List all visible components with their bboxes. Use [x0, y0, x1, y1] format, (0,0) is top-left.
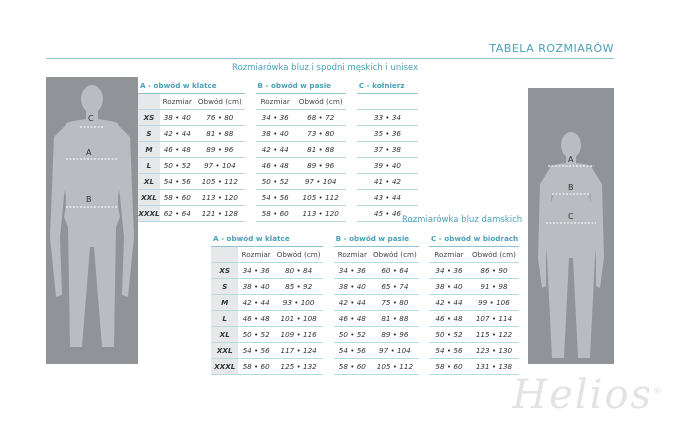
- womens-col-obwod-a: Obwód (cm): [274, 247, 324, 263]
- chest-circumference: 89 • 96: [195, 142, 246, 158]
- waist-circumference: 73 • 80: [295, 126, 347, 142]
- size-label: M: [138, 142, 160, 158]
- hip-size: 58 • 60: [429, 359, 469, 375]
- size-label: S: [138, 126, 160, 142]
- table-row: [211, 295, 519, 311]
- size-label: XL: [138, 174, 160, 190]
- chest-size: 62 • 64: [160, 206, 195, 222]
- chest-size: 50 • 52: [160, 158, 195, 174]
- waist-size: 50 • 52: [256, 174, 295, 190]
- chest-circumference: 105 • 112: [195, 174, 246, 190]
- hip-circumference: 115 • 122: [469, 327, 519, 343]
- womens-group-b: B - obwód w pasie: [334, 231, 419, 247]
- hip-size: 34 • 36: [429, 263, 469, 279]
- hip-circumference: 107 • 114: [469, 311, 519, 327]
- size-label: L: [211, 311, 238, 327]
- waist-circumference: 97 • 104: [295, 174, 347, 190]
- hip-size: 38 • 40: [429, 279, 469, 295]
- waist-circumference: 105 • 112: [371, 359, 419, 375]
- table-row: [211, 279, 519, 295]
- table-row: [138, 206, 418, 222]
- waist-circumference: 105 • 112: [295, 190, 347, 206]
- chest-size: 42 • 44: [238, 295, 273, 311]
- chest-circumference: 113 • 120: [195, 190, 246, 206]
- waist-circumference: 89 • 96: [371, 327, 419, 343]
- size-label: L: [138, 158, 160, 174]
- waist-size: 38 • 40: [334, 279, 371, 295]
- waist-circumference: 89 • 96: [295, 158, 347, 174]
- size-label: XS: [211, 263, 238, 279]
- hip-size: 42 • 44: [429, 295, 469, 311]
- collar-size: 35 • 36: [357, 126, 418, 142]
- collar-size: 41 • 42: [357, 174, 418, 190]
- waist-circumference: 65 • 74: [371, 279, 419, 295]
- collar-size: 45 • 46: [357, 206, 418, 222]
- size-label: XXL: [138, 190, 160, 206]
- chest-size: 34 • 36: [238, 263, 273, 279]
- womens-size-table: [211, 231, 519, 375]
- chest-size: 38 • 40: [160, 110, 195, 126]
- size-label: XL: [211, 327, 238, 343]
- table-row: [138, 190, 418, 206]
- hip-circumference: 99 • 106: [469, 295, 519, 311]
- hip-size: 54 • 56: [429, 343, 469, 359]
- table-row: [211, 343, 519, 359]
- waist-circumference: 68 • 72: [295, 110, 347, 126]
- chest-circumference: 101 • 108: [274, 311, 324, 327]
- mens-group-b: B - obwód w pasie: [256, 78, 347, 94]
- collar-size: 43 • 44: [357, 190, 418, 206]
- collar-size: 33 • 34: [357, 110, 418, 126]
- male-figure-panel: [46, 77, 138, 364]
- label-a-male: A: [86, 148, 92, 157]
- size-label: XS: [138, 110, 160, 126]
- waist-size: 34 • 36: [256, 110, 295, 126]
- hip-circumference: 131 • 138: [469, 359, 519, 375]
- waist-circumference: 113 • 120: [295, 206, 347, 222]
- chest-size: 38 • 40: [238, 279, 273, 295]
- table-row: [138, 158, 418, 174]
- chest-size: 58 • 60: [160, 190, 195, 206]
- mens-size-table: [138, 78, 418, 222]
- chest-circumference: 80 • 84: [274, 263, 324, 279]
- waist-circumference: 97 • 104: [371, 343, 419, 359]
- hip-size: 46 • 48: [429, 311, 469, 327]
- mens-col-rozmiar-b: Rozmiar: [256, 94, 295, 110]
- table-row: [211, 359, 519, 375]
- label-b-male: B: [86, 195, 92, 204]
- mens-group-c: C - kołnierz: [357, 78, 418, 94]
- waist-size: 54 • 56: [256, 190, 295, 206]
- table-row: [211, 263, 519, 279]
- waist-size: 50 • 52: [334, 327, 371, 343]
- chest-size: 42 • 44: [160, 126, 195, 142]
- female-figure-panel: [528, 88, 614, 364]
- size-label: XXXL: [211, 359, 238, 375]
- female-figure: [528, 88, 614, 364]
- waist-size: 34 • 36: [334, 263, 371, 279]
- table-row: [138, 110, 418, 126]
- collar-size: 39 • 40: [357, 158, 418, 174]
- table-row: [138, 142, 418, 158]
- waist-size: 42 • 44: [334, 295, 371, 311]
- mens-col-obwod-a: Obwód (cm): [195, 94, 246, 110]
- male-figure: [46, 77, 138, 364]
- table-row: [211, 311, 519, 327]
- waist-size: 42 • 44: [256, 142, 295, 158]
- logo-text: Helios: [512, 372, 653, 418]
- mens-group-a: A - obwód w klatce: [138, 78, 245, 94]
- waist-circumference: 75 • 80: [371, 295, 419, 311]
- size-label: S: [211, 279, 238, 295]
- hip-size: 50 • 52: [429, 327, 469, 343]
- chest-circumference: 109 • 116: [274, 327, 324, 343]
- hip-circumference: 91 • 98: [469, 279, 519, 295]
- waist-size: 54 • 56: [334, 343, 371, 359]
- chest-circumference: 117 • 124: [274, 343, 324, 359]
- womens-group-a: A - obwód w klatce: [211, 231, 323, 247]
- waist-size: 46 • 48: [256, 158, 295, 174]
- womens-col-obwod-c: Obwód (cm): [469, 247, 519, 263]
- womens-col-rozmiar-b: Rozmiar: [334, 247, 371, 263]
- waist-size: 58 • 60: [256, 206, 295, 222]
- table-row: [138, 126, 418, 142]
- size-label: M: [211, 295, 238, 311]
- hip-circumference: 123 • 130: [469, 343, 519, 359]
- waist-size: 46 • 48: [334, 311, 371, 327]
- helios-logo: Helios®: [512, 372, 664, 418]
- size-label: XXL: [211, 343, 238, 359]
- size-label: XXXL: [138, 206, 160, 222]
- mens-subtitle: Rozmiarówka bluz i spodni męskich i unisex: [232, 63, 419, 73]
- chest-circumference: 85 • 92: [274, 279, 324, 295]
- womens-subtitle: Rozmiarówka bluz damskich: [402, 215, 523, 225]
- waist-size: 38 • 40: [256, 126, 295, 142]
- collar-size: 37 • 38: [357, 142, 418, 158]
- chest-size: 46 • 48: [238, 311, 273, 327]
- chest-circumference: 97 • 104: [195, 158, 246, 174]
- chest-circumference: 125 • 132: [274, 359, 324, 375]
- waist-size: 58 • 60: [334, 359, 371, 375]
- waist-circumference: 81 • 88: [371, 311, 419, 327]
- womens-col-rozmiar-a: Rozmiar: [238, 247, 273, 263]
- chest-size: 58 • 60: [238, 359, 273, 375]
- page-title: TABELA ROZMIARÓW: [489, 42, 614, 55]
- womens-col-obwod-b: Obwód (cm): [371, 247, 419, 263]
- waist-circumference: 60 • 64: [371, 263, 419, 279]
- title-divider: [46, 58, 614, 59]
- label-b-female: B: [568, 183, 574, 192]
- chest-size: 46 • 48: [160, 142, 195, 158]
- womens-group-c: C - obwód w biodrach: [429, 231, 519, 247]
- chest-circumference: 93 • 100: [274, 295, 324, 311]
- table-row: [138, 174, 418, 190]
- label-c-female: C: [568, 212, 574, 221]
- table-row: [211, 327, 519, 343]
- chest-circumference: 76 • 80: [195, 110, 246, 126]
- chest-size: 54 • 56: [238, 343, 273, 359]
- hip-circumference: 86 • 90: [469, 263, 519, 279]
- chest-circumference: 121 • 128: [195, 206, 246, 222]
- label-c-male: C: [88, 114, 94, 123]
- waist-circumference: 81 • 88: [295, 142, 347, 158]
- chest-size: 54 • 56: [160, 174, 195, 190]
- chest-size: 50 • 52: [238, 327, 273, 343]
- womens-col-rozmiar-c: Rozmiar: [429, 247, 469, 263]
- mens-col-obwod-b: Obwód (cm): [295, 94, 347, 110]
- chest-circumference: 81 • 88: [195, 126, 246, 142]
- mens-col-rozmiar-a: Rozmiar: [160, 94, 195, 110]
- label-a-female: A: [568, 155, 574, 164]
